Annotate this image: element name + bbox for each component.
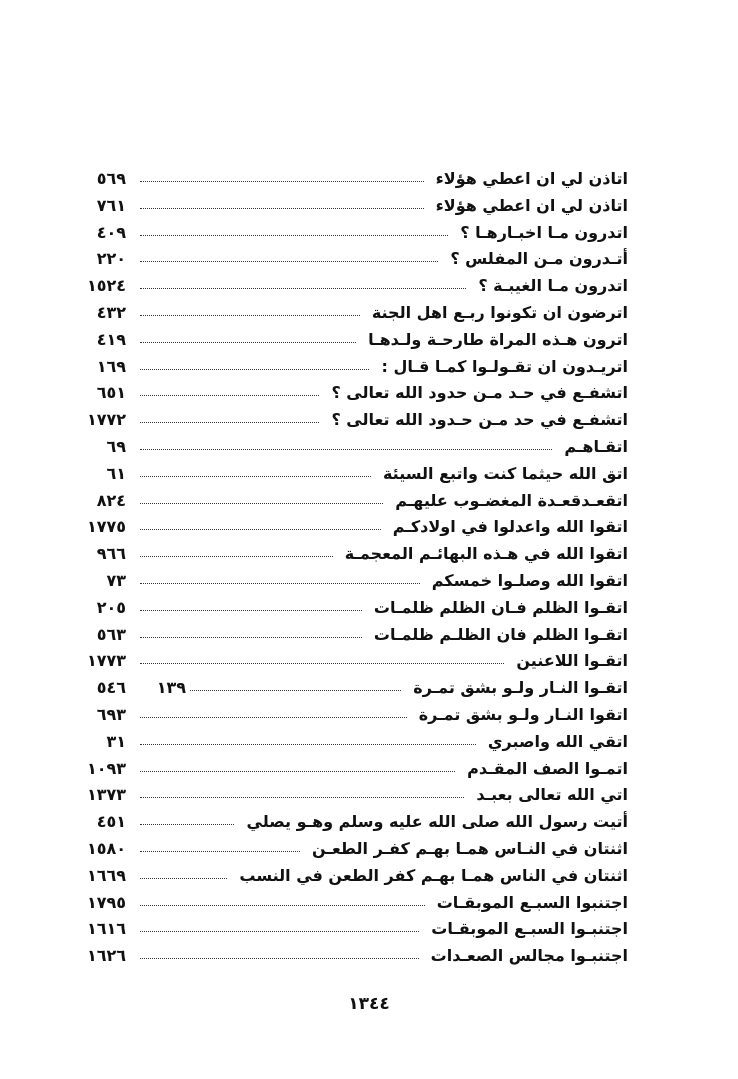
index-entry [78,193,628,220]
page-number: ١٦٢٦ [86,946,126,966]
index-entry [78,541,628,568]
page-number: ٢٢٠ [96,249,126,269]
index-entry [78,246,628,273]
dot-leader [140,851,300,852]
page-number: ٤٠٩ [96,222,126,242]
dot-leader [140,449,552,450]
page-number: ١٦٩ [96,356,126,376]
dot-leader [140,556,333,557]
index-entry [78,756,628,783]
page-number: ٧٦١ [96,195,126,215]
page-number: ٦٩٣ [96,704,126,724]
dot-leader [140,958,419,959]
index-list [78,166,628,970]
entry-text: اتقوا الله وصلـوا خمسكم [431,570,628,590]
entry-text: اتقـوا النـار ولـو بشق تمـرة [413,678,628,698]
dot-leader [140,369,369,370]
dot-leader [190,690,401,691]
index-entry [78,514,628,541]
entry-text: اثنتان في الناس همـا بهـم كفر الطعن في النسب [239,865,628,885]
page-number: ٦٥١ [96,383,126,403]
index-entry [78,166,628,193]
dot-leader [140,771,455,772]
page-number: ٢٠٥ [96,597,126,617]
entry-text: أتيت رسول الله صلى الله عليه وسلم وهـو يصلي [246,812,628,832]
index-entry [78,943,628,970]
page-number: ٦٩ [106,436,126,456]
index-entry [78,488,628,515]
index-entry [78,675,628,702]
entry-text: اتدرون مـا الغيبـة ؟ [478,276,628,296]
index-entry [78,648,628,675]
index-entry [78,220,628,247]
entry-text: اتقعـدقعـدة المغضـوب عليهـم [395,490,628,510]
index-entry [78,354,628,381]
entry-text: أتـدرون مـن المفلس ؟ [450,249,628,269]
dot-leader [140,395,319,396]
dot-leader [140,610,362,611]
dot-leader [140,235,448,236]
dot-leader [140,181,424,182]
page-number: ١٥٢٤ [86,276,126,296]
dot-leader [140,208,424,209]
page-number: ١٧٧٥ [86,517,126,537]
dot-leader [140,824,234,825]
entry-text: اتشفـع في حد مـن حـدود الله تعالى ؟ [331,410,628,430]
dot-leader [140,717,407,718]
dot-leader [140,476,371,477]
entry-text: اتقوا النـار ولـو بشق تمـرة [418,704,628,724]
entry-text: اتاذن لي ان اعطي هؤلاء [435,195,628,215]
entry-text: اترون هـذه المراة طارحـة ولـدهـا [368,329,628,349]
entry-text: اتدرون مـا اخبـارهـا ؟ [460,222,628,242]
entry-text: اتقي الله واصبري [487,731,628,751]
dot-leader [140,931,419,932]
entry-text: اترضون ان تكونوا ربـع اهل الجنة [371,302,628,322]
dot-leader [140,744,476,745]
index-entry [78,461,628,488]
dot-leader [140,637,362,638]
index-entry [78,782,628,809]
entry-text: اجتنبـوا مجالس الصعـدات [430,946,628,966]
dot-leader [140,797,464,798]
page-number: ٥٤٦ [96,678,126,698]
entry-text: اجتنبوا السبـع الموبقـات [436,892,628,912]
index-entry [78,434,628,461]
dot-leader [140,878,227,879]
entry-text: اتي الله تعالى بعبـد [476,785,628,805]
index-entry [78,702,628,729]
entry-text: اثنتان في النـاس همـا بهـم كفـر الطعـن [312,838,628,858]
page-number-footer: ١٣٤٤ [348,994,390,1014]
page-number: ١٣٧٣ [86,785,126,805]
index-entry [78,568,628,595]
page-number: ٤١٩ [96,329,126,349]
page-number: ١٧٩٥ [86,892,126,912]
page-number: ٣١ [106,731,126,751]
index-entry [78,595,628,622]
dot-leader [140,342,356,343]
dot-leader [140,905,425,906]
page-number: ٨٢٤ [96,490,126,510]
index-entry [78,809,628,836]
entry-text: اتقـوا الظلم فـان الظلم ظلمـات [373,597,628,617]
entry-text: اتشفـع في حـد مـن حدود الله تعالى ؟ [331,383,628,403]
index-entry [78,863,628,890]
page-number: ١٦١٦ [86,919,126,939]
dot-leader [140,288,466,289]
entry-text: اتقـوا اللاعنين [516,651,628,671]
page-number: ٥٦٣ [96,624,126,644]
index-entry [78,916,628,943]
dot-leader [140,503,383,504]
index-entry [78,836,628,863]
dot-leader [140,261,438,262]
page-number: ١٠٩٣ [86,758,126,778]
entry-text: اجتنبـوا السبـع الموبقـات [431,919,628,939]
secondary-page-number: ١٣٩ [156,678,186,698]
dot-leader [140,315,360,316]
dot-leader [140,583,420,584]
page-number: ٤٥١ [96,812,126,832]
index-entry [78,300,628,327]
entry-text: اتقـاهـم [564,436,628,456]
page-number: ٧٣ [106,570,126,590]
entry-text: اتاذن لي ان اعطي هؤلاء [435,169,628,188]
page-number: ٤٣٢ [96,302,126,322]
page-number: ١٧٧٢ [86,410,126,430]
entry-text: اتقوا الله في هـذه البهائـم المعجمـة [344,544,628,564]
page-number: ١٧٧٣ [86,651,126,671]
index-entry [78,327,628,354]
dot-leader [140,663,504,664]
page-number: ١٦٦٩ [86,865,126,885]
entry-text: اتمـوا الصف المقـدم [467,758,628,778]
entry-text: اتقوا الله واعدلوا في اولادكـم [392,517,628,537]
dot-leader [140,422,319,423]
entry-text: اتقـوا الظلم فان الظلـم ظلمـات [373,624,628,644]
index-entry [78,407,628,434]
index-entry [78,890,628,917]
page-number: ١٥٨٠ [86,838,126,858]
page-number: ٦١ [106,463,126,483]
index-entry [78,380,628,407]
index-entry [78,729,628,756]
entry-text: اتق الله حيثما كنت واتبع السيئة [382,463,628,483]
page-number: ٥٦٩ [96,169,126,188]
index-entry [78,273,628,300]
index-entry [78,622,628,649]
page-number: ٩٦٦ [96,544,126,564]
dot-leader [140,529,381,530]
entry-text: اتريـدون ان تقـولـوا كمـا قـال : [381,356,628,376]
